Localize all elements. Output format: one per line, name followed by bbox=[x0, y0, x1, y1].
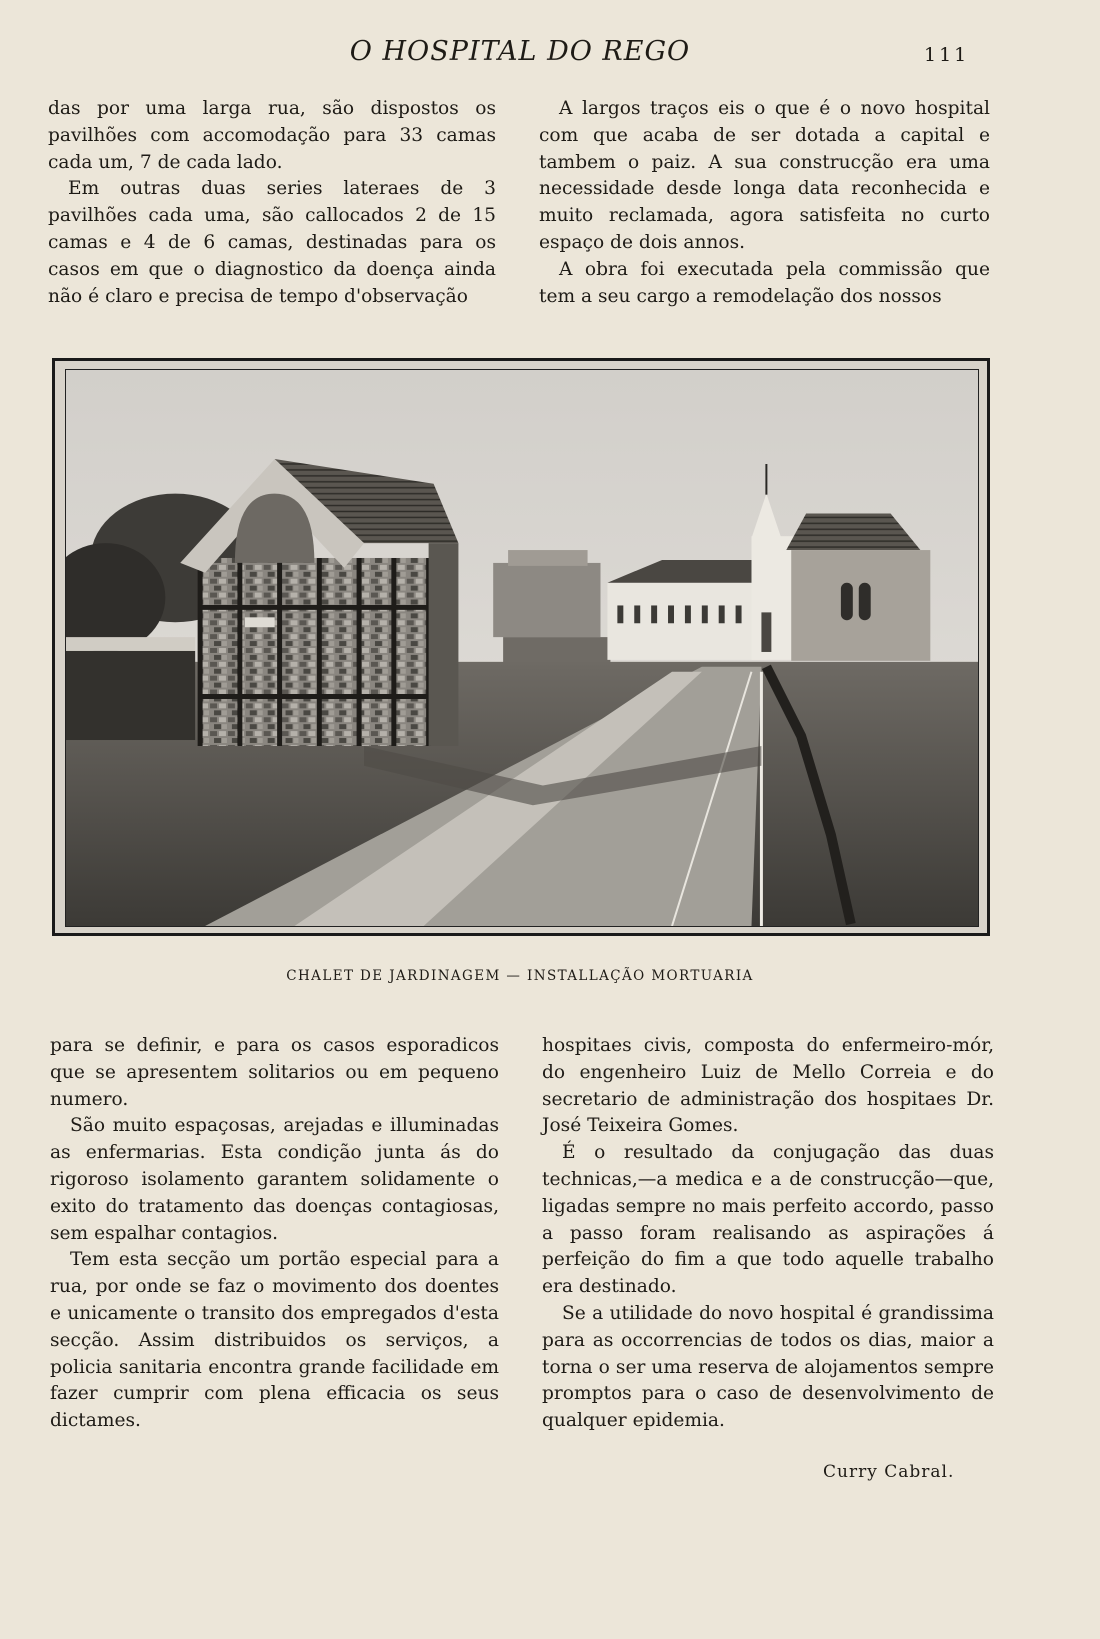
paragraph: Tem esta secção um portão especial para a rua, por onde se faz o movimento dos doentes e unicamente o transito dos empregados d'esta secção. Assim distribuidos os serviços, a policia sanitaria encontra grande facilidade em fazer cumprir com plena efficacia os seus dictames. bbox=[50, 1249, 499, 1432]
bottom-right-column bbox=[542, 1033, 994, 1435]
bottom-left-column bbox=[50, 1033, 499, 1435]
paragraph: A obra foi executada pela commissão que tem a seu cargo a remodelação dos nossos bbox=[539, 258, 990, 307]
hospital-grounds-photo bbox=[66, 370, 978, 926]
author-signature: Curry Cabral. bbox=[823, 1462, 955, 1482]
photo-caption: CHALET DE JARDINAGEM — INSTALLAÇÃO MORTUARIA bbox=[286, 968, 754, 984]
photograph-frame bbox=[52, 358, 990, 936]
top-right-column bbox=[539, 96, 990, 310]
running-header-title: O HOSPITAL DO REGO bbox=[349, 36, 691, 67]
paragraph: das por uma larga rua, são dispostos os pavilhões com accomodação para 33 camas cada um, 7 de cada lado. bbox=[48, 98, 496, 173]
top-left-column bbox=[48, 96, 496, 310]
paragraph: A largos traços eis o que é o novo hospital com que acaba de ser dotada a capital e tambem o paiz. A sua construcção era uma necessidade desde longa data reconhecida e muito reclamada, agora satisfeita no curto espaço de dois annos. bbox=[539, 98, 990, 253]
photograph bbox=[65, 369, 979, 927]
page-number: 111 bbox=[924, 44, 970, 66]
paragraph: É o resultado da conjugação das duas technicas,—a medica e a de construcção—que, ligadas sempre no mais perfeito accordo, passo a passo foram realisando as aspirações á perfeição do fim a que todo aquelle trabalho era destinado. bbox=[542, 1142, 994, 1298]
paragraph: São muito espaçosas, arejadas e illuminadas as enfermarias. Esta condição junta ás do rigoroso isolamento garantem solidamente o exito do tratamento das doenças contagiosas, sem espalhar contagios. bbox=[50, 1115, 499, 1244]
paragraph: hospitaes civis, composta do enfermeiro-mór, do engenheiro Luiz de Mello Correia e do secretario de administração dos hospitaes Dr. José Teixeira Gomes. bbox=[542, 1035, 994, 1137]
paragraph: Se a utilidade do novo hospital é grandissima para as occorrencias de todos os dias, maior a torna o ser uma reserva de alojamentos sempre promptos para o caso de desenvolvimento de qualquer epidemia. bbox=[542, 1302, 994, 1432]
paragraph: Em outras duas series lateraes de 3 pavilhões cada uma, são callocados 2 de 15 camas e 4 de 6 camas, destinadas para os casos em que o diagnostico da doença ainda não é claro e precisa de tempo d'observação bbox=[48, 178, 496, 307]
paragraph: para se definir, e para os casos esporadicos que se apresentem solitarios ou em pequeno numero. bbox=[50, 1035, 499, 1110]
